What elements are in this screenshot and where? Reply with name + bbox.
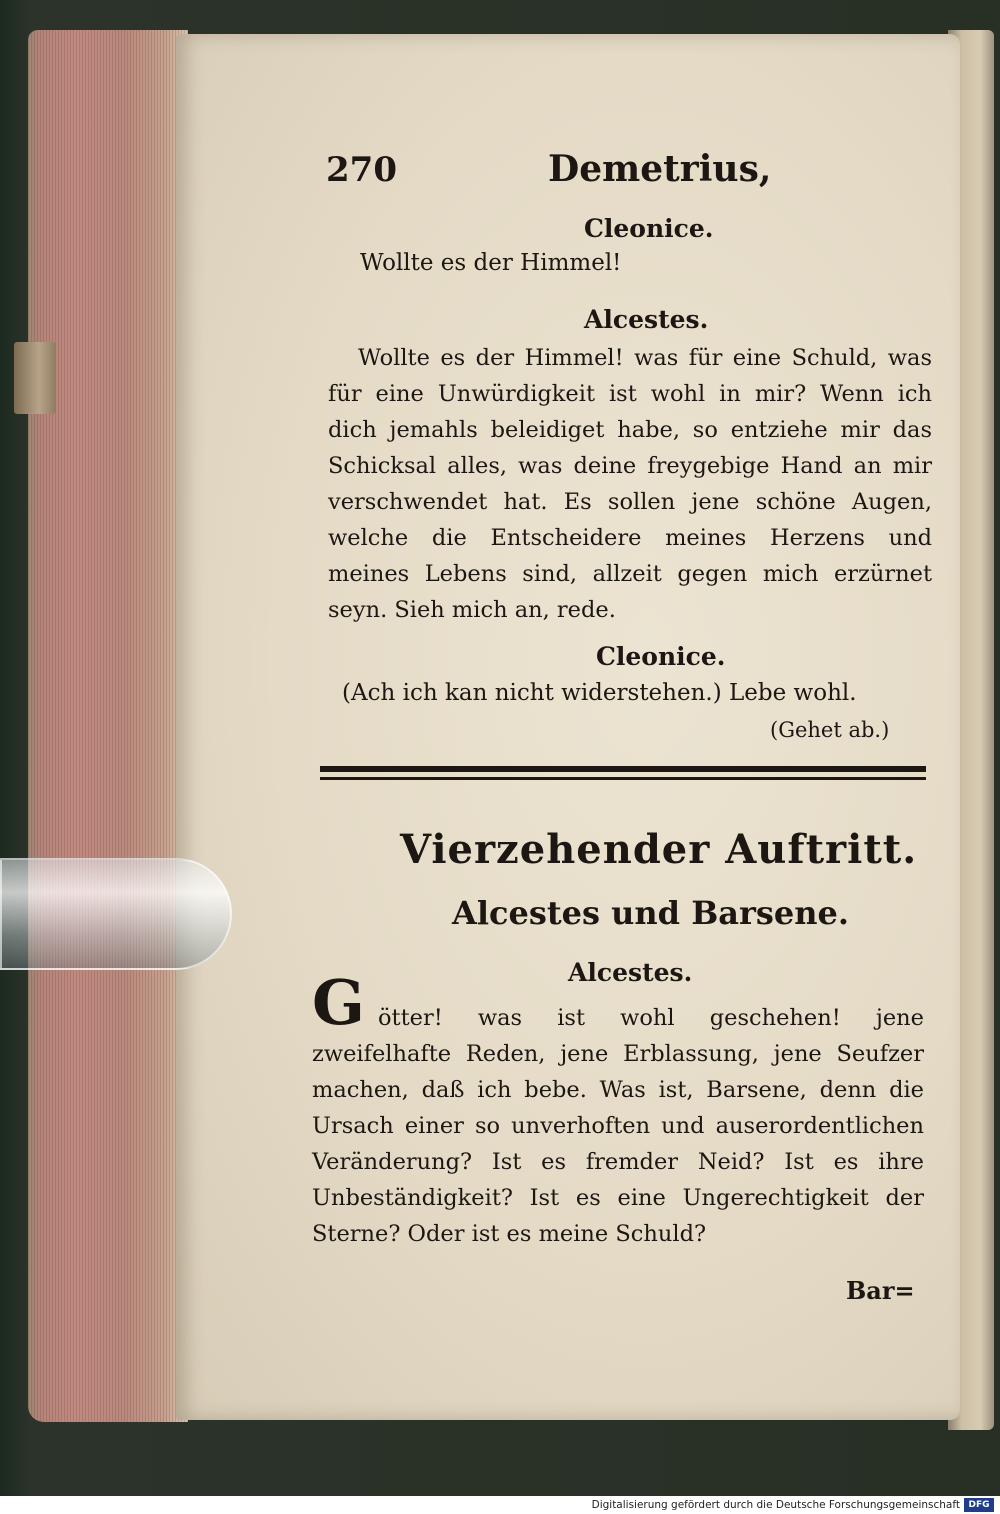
dfg-logo: DFG (964, 1498, 994, 1512)
speech-line-1: Wollte es der Himmel! (360, 250, 622, 276)
footer-credit: Digitalisierung gefördert durch die Deutsche Forschungsgemeinschaft (591, 1499, 960, 1511)
book-page-edges (28, 30, 188, 1422)
section-divider (320, 766, 926, 780)
page-number: 270 (326, 150, 397, 190)
bookmark-tab (14, 342, 56, 414)
speech-paragraph-2: ötter! was ist wohl geschehen! jene zweifelhafte Reden, jene Erblassung, jene Seufzer machen, daß ich bebe. Was ist, Barsene, denn die Ursach einer so unverhoften und auserordentlichen Veränderung? Ist es fremder Neid? Ist es ihre Unbeständigkeit? Ist es eine Ungerechtigkeit der Sterne? Oder ist es meine Schuld? (312, 1005, 924, 1247)
speaker-alcestes-2: Alcestes. (568, 958, 693, 987)
speech-paragraph-1: Wollte es der Himmel! was für eine Schuld, was für eine Unwürdigkeit ist wohl in mir? Wenn ich dich jemahls beleidiget habe, so entziehe mir das Schicksal alles, was deine freygebige Hand an mir verschwendet hat. Es sollen jene schöne Augen, welche die Entscheidere meines Herzens und meines Lebens sind, allzeit gegen mich erzürnet seyn. Sieh mich an, rede. (328, 345, 932, 623)
glass-page-weight (0, 858, 232, 970)
speaker-cleonice-2: Cleonice. (596, 642, 726, 671)
stage-direction: (Gehet ab.) (770, 718, 890, 742)
catchword: Bar= (846, 1276, 915, 1305)
speech-line-2: (Ach ich kan nicht widerstehen.) Lebe wohl. (342, 680, 857, 706)
speaker-cleonice-1: Cleonice. (584, 214, 714, 243)
drop-capital: G (312, 966, 365, 1039)
scene-heading: Vierzehender Auftritt. (400, 826, 918, 873)
running-title: Demetrius, (548, 148, 772, 190)
scene-persons: Alcestes und Barsene. (452, 894, 849, 932)
speaker-alcestes-1: Alcestes. (584, 305, 709, 334)
